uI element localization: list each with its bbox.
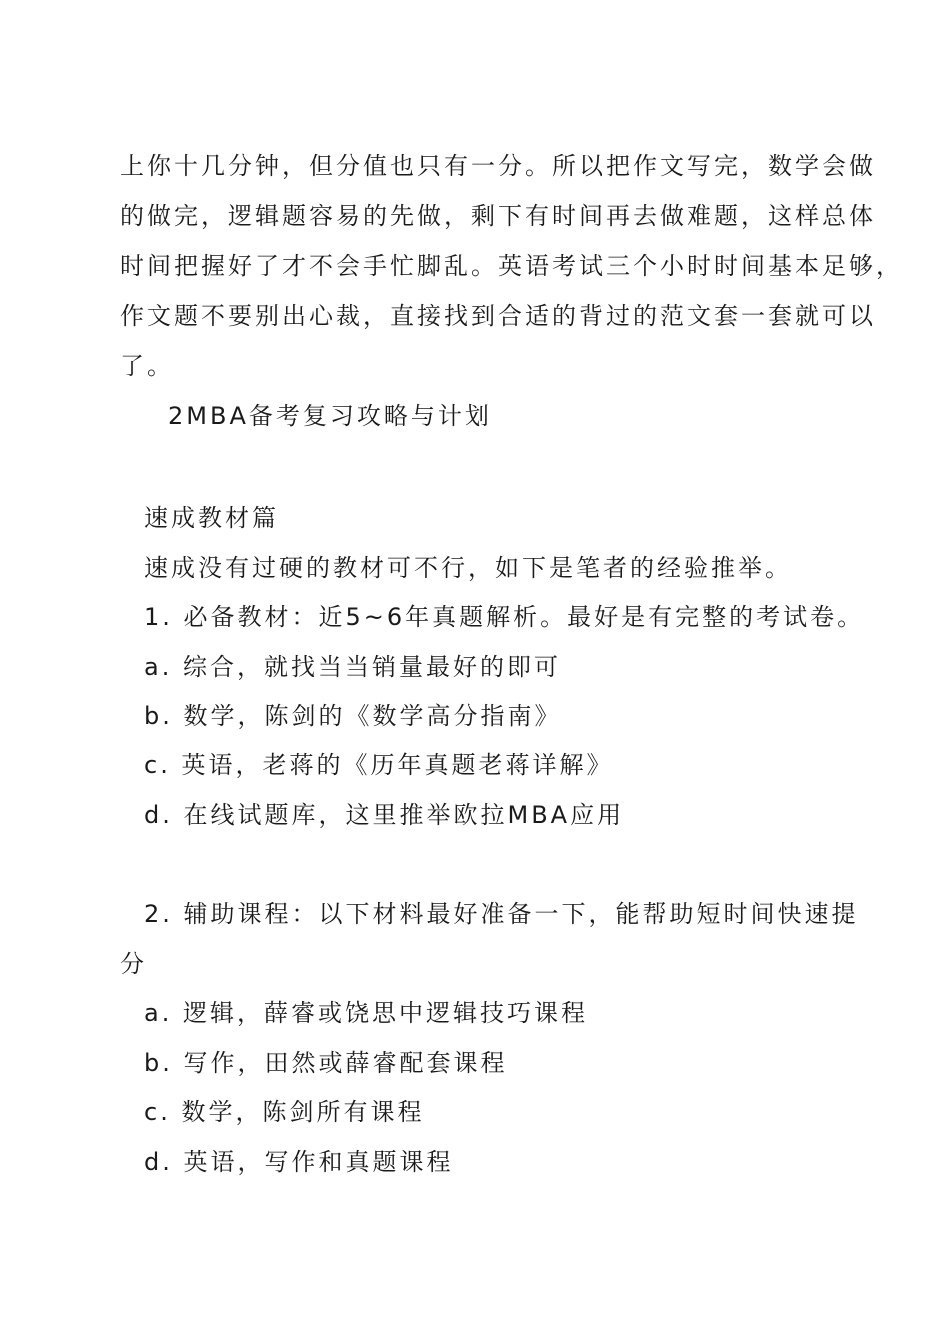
section-title: 2MBA备考复习攻略与计划 bbox=[168, 402, 492, 430]
list-item: b. 写作，田然或薛睿配套课程 bbox=[144, 1049, 508, 1077]
list-item: a. 逻辑，薛睿或饶思中逻辑技巧课程 bbox=[144, 999, 588, 1027]
intro-line: 速成没有过硬的教材可不行，如下是笔者的经验推举。 bbox=[144, 554, 792, 582]
paragraph-line: 作文题不要别出心裁，直接找到合适的背过的范文套一套就可以 bbox=[120, 302, 876, 330]
list-item: a. 综合，就找当当销量最好的即可 bbox=[144, 653, 561, 681]
paragraph-line: 时间把握好了才不会手忙脚乱。英语考试三个小时时间基本足够， bbox=[120, 252, 903, 280]
list-header-continuation: 分 bbox=[120, 950, 147, 978]
list-item: c. 英语，老蒋的《历年真题老蒋详解》 bbox=[144, 751, 614, 779]
paragraph-line: 了。 bbox=[120, 352, 174, 380]
paragraph-line: 的做完，逻辑题容易的先做，剩下有时间再去做难题，这样总体 bbox=[120, 202, 876, 230]
list-item: d. 英语，写作和真题课程 bbox=[144, 1148, 454, 1176]
list-header: 2. 辅助课程：以下材料最好准备一下，能帮助短时间快速提 bbox=[144, 900, 859, 928]
paragraph-line: 上你十几分钟，但分值也只有一分。所以把作文写完，数学会做 bbox=[120, 152, 876, 180]
list-item: d. 在线试题库，这里推举欧拉MBA应用 bbox=[144, 801, 625, 829]
list-header: 1. 必备教材：近5~6年真题解析。最好是有完整的考试卷。 bbox=[144, 603, 865, 631]
list-item: b. 数学，陈剑的《数学高分指南》 bbox=[144, 702, 562, 730]
subheading: 速成教材篇 bbox=[144, 504, 279, 532]
list-item: c. 数学，陈剑所有课程 bbox=[144, 1098, 425, 1126]
